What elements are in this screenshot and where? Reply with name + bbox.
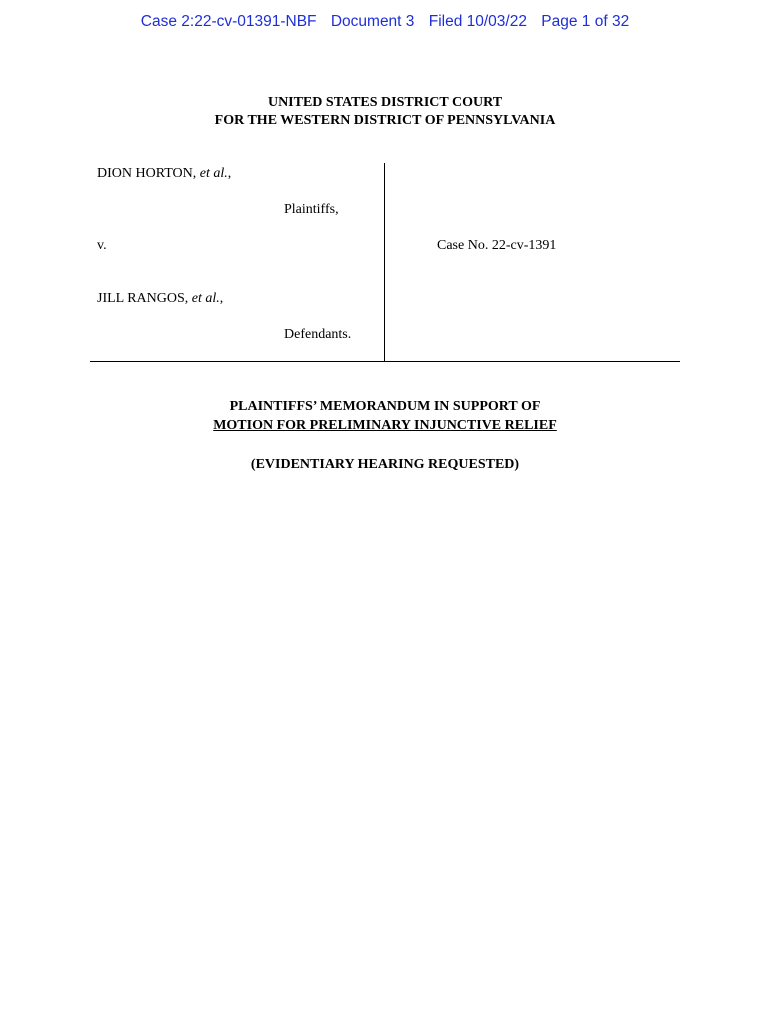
defendant-et-al: et al. xyxy=(191,291,220,306)
defendant-line xyxy=(97,290,223,308)
plaintiff-name: DION HORTON, xyxy=(97,166,200,181)
versus: v. xyxy=(97,238,107,253)
defendant-name: JILL RANGOS, xyxy=(97,291,192,306)
document-number-stamp: Document 3 xyxy=(330,13,415,30)
plaintiff-line xyxy=(97,165,231,183)
plaintiff-comma: , xyxy=(227,166,232,181)
plaintiff-role: Plaintiffs, xyxy=(284,202,339,217)
defendant-comma: , xyxy=(219,291,224,306)
title-line-2: MOTION FOR PRELIMINARY INJUNCTIVE RELIEF xyxy=(213,418,557,433)
court-heading xyxy=(0,94,770,130)
case-number: Case No. 22-cv-1391 xyxy=(437,238,557,253)
case-number-stamp: Case 2:22-cv-01391-NBF xyxy=(140,13,317,30)
defendant-role: Defendants. xyxy=(284,327,352,342)
filed-date-stamp: Filed 10/03/22 xyxy=(428,13,527,30)
plaintiff-et-al: et al. xyxy=(199,166,228,181)
court-district: FOR THE WESTERN DISTRICT OF PENNSYLVANIA xyxy=(214,113,556,128)
case-caption xyxy=(90,163,680,362)
ecf-header-stamp xyxy=(0,13,770,31)
hearing-request: (EVIDENTIARY HEARING REQUESTED) xyxy=(250,457,520,472)
document-title xyxy=(0,397,770,435)
page-count-stamp: Page 1 of 32 xyxy=(541,13,630,30)
caption-divider xyxy=(384,163,385,361)
court-name: UNITED STATES DISTRICT COURT xyxy=(267,95,503,110)
title-line-1: PLAINTIFFS’ MEMORANDUM IN SUPPORT OF xyxy=(229,399,541,414)
